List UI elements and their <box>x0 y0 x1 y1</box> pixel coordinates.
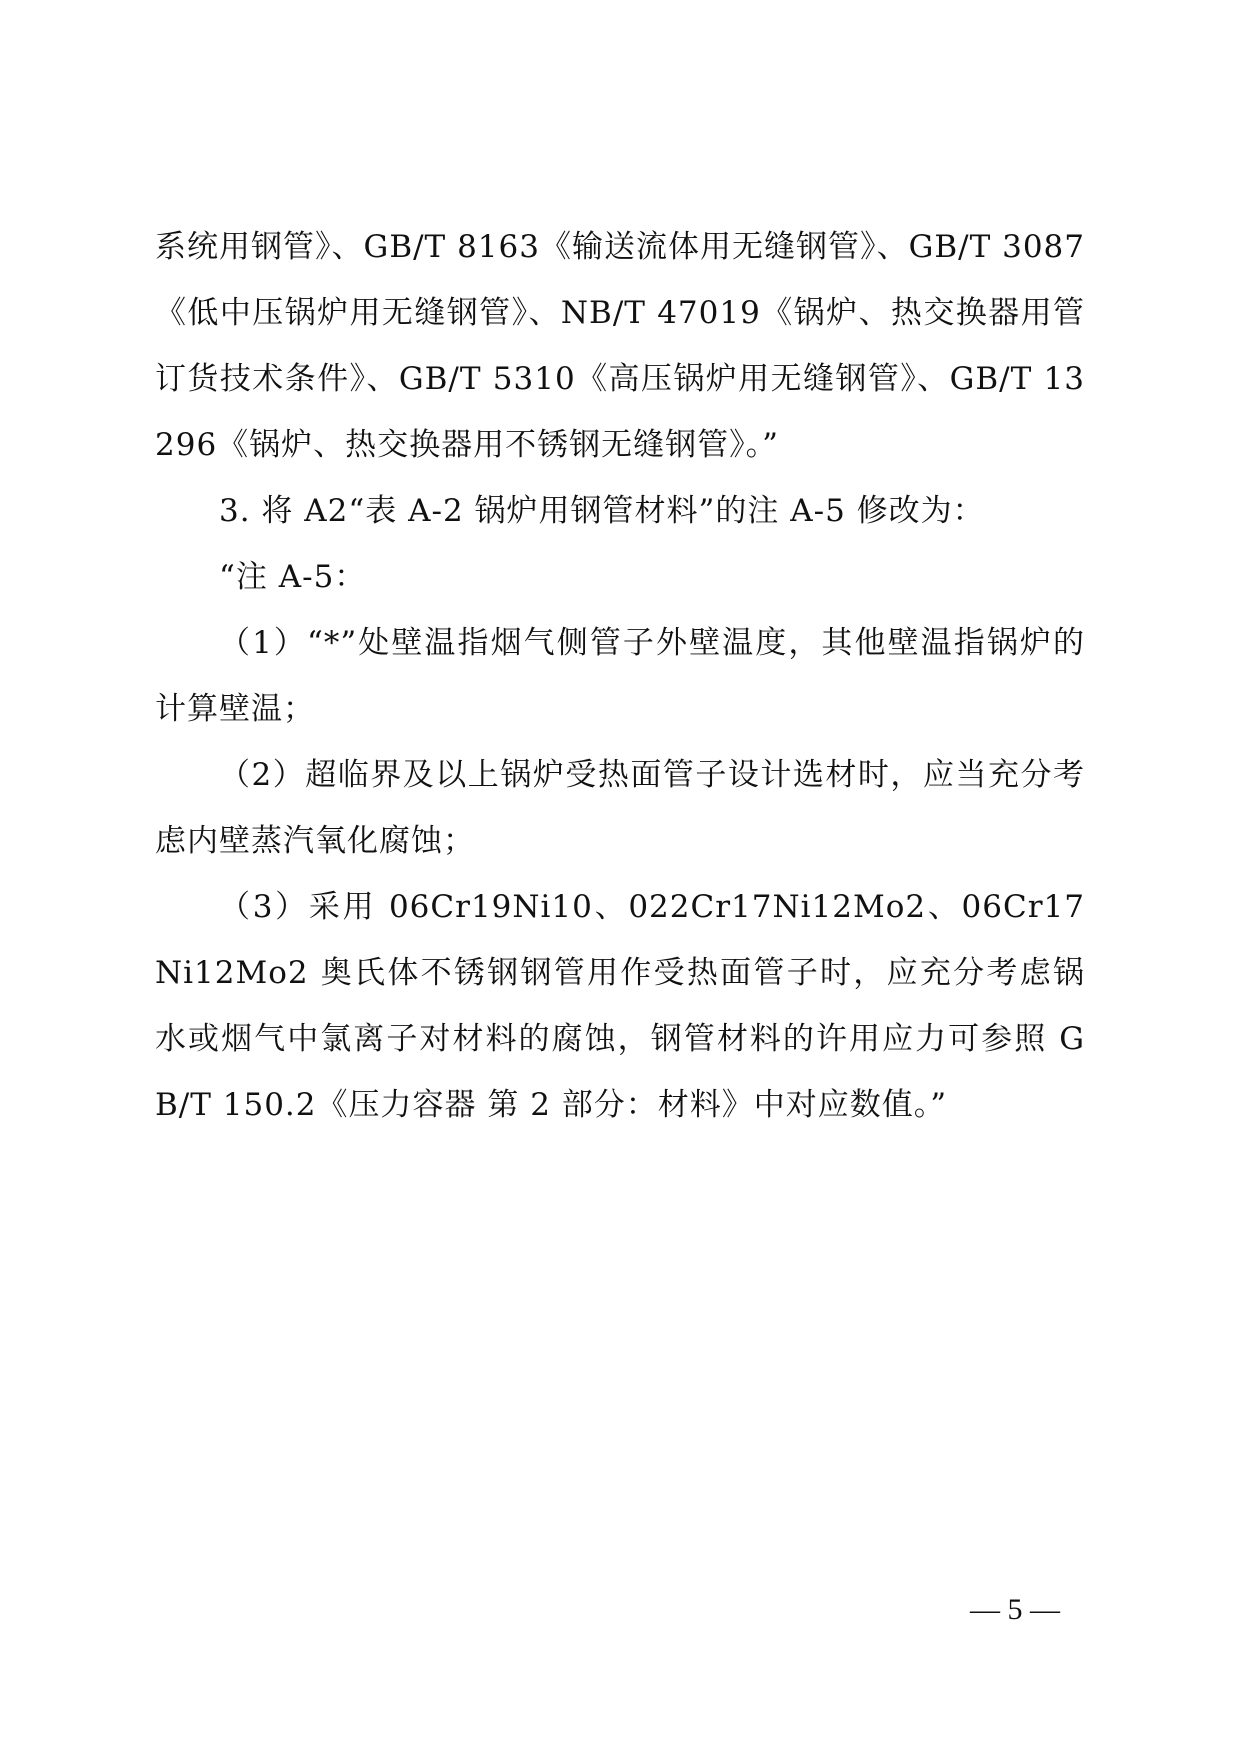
paragraph-note-3: （3）采用 06Cr19Ni10、022Cr17Ni12Mo2、06Cr17Ni12Mo2 奥氏体不锈钢钢管用作受热面管子时，应充分考虑锅水或烟气中氯离子对材料的腐蚀，钢管材料的许用应力可参照 GB/T 150.2《压力容器 第 2 部分：材料》中对应数值。” <box>155 889 1085 1123</box>
paragraph-note-heading: “注 A-5： <box>219 559 367 595</box>
paragraph-standards-list: 系统用钢管》、GB/T 8163《输送流体用无缝钢管》、GB/T 3087《低中压锅炉用无缝钢管》、NB/T 47019《锅炉、热交换器用管订货技术条件》、GB/T 5310《高压锅炉用无缝钢管》、GB/T 13296《锅炉、热交换器用不锈钢无缝钢管》。” <box>155 229 1085 463</box>
paragraph-note-2: （2）超临界及以上锅炉受热面管子设计选材时，应当充分考虑内壁蒸汽氧化腐蚀； <box>155 757 1085 859</box>
paragraph-item-3: 3. 将 A2“表 A-2 锅炉用钢管材料”的注 A-5 修改为： <box>219 493 985 529</box>
page-number: — 5 — <box>970 1593 1060 1626</box>
paragraph-note-1: （1）“*”处壁温指烟气侧管子外壁温度，其他壁温指锅炉的计算壁温； <box>155 625 1085 727</box>
document-body <box>155 214 1085 1138</box>
